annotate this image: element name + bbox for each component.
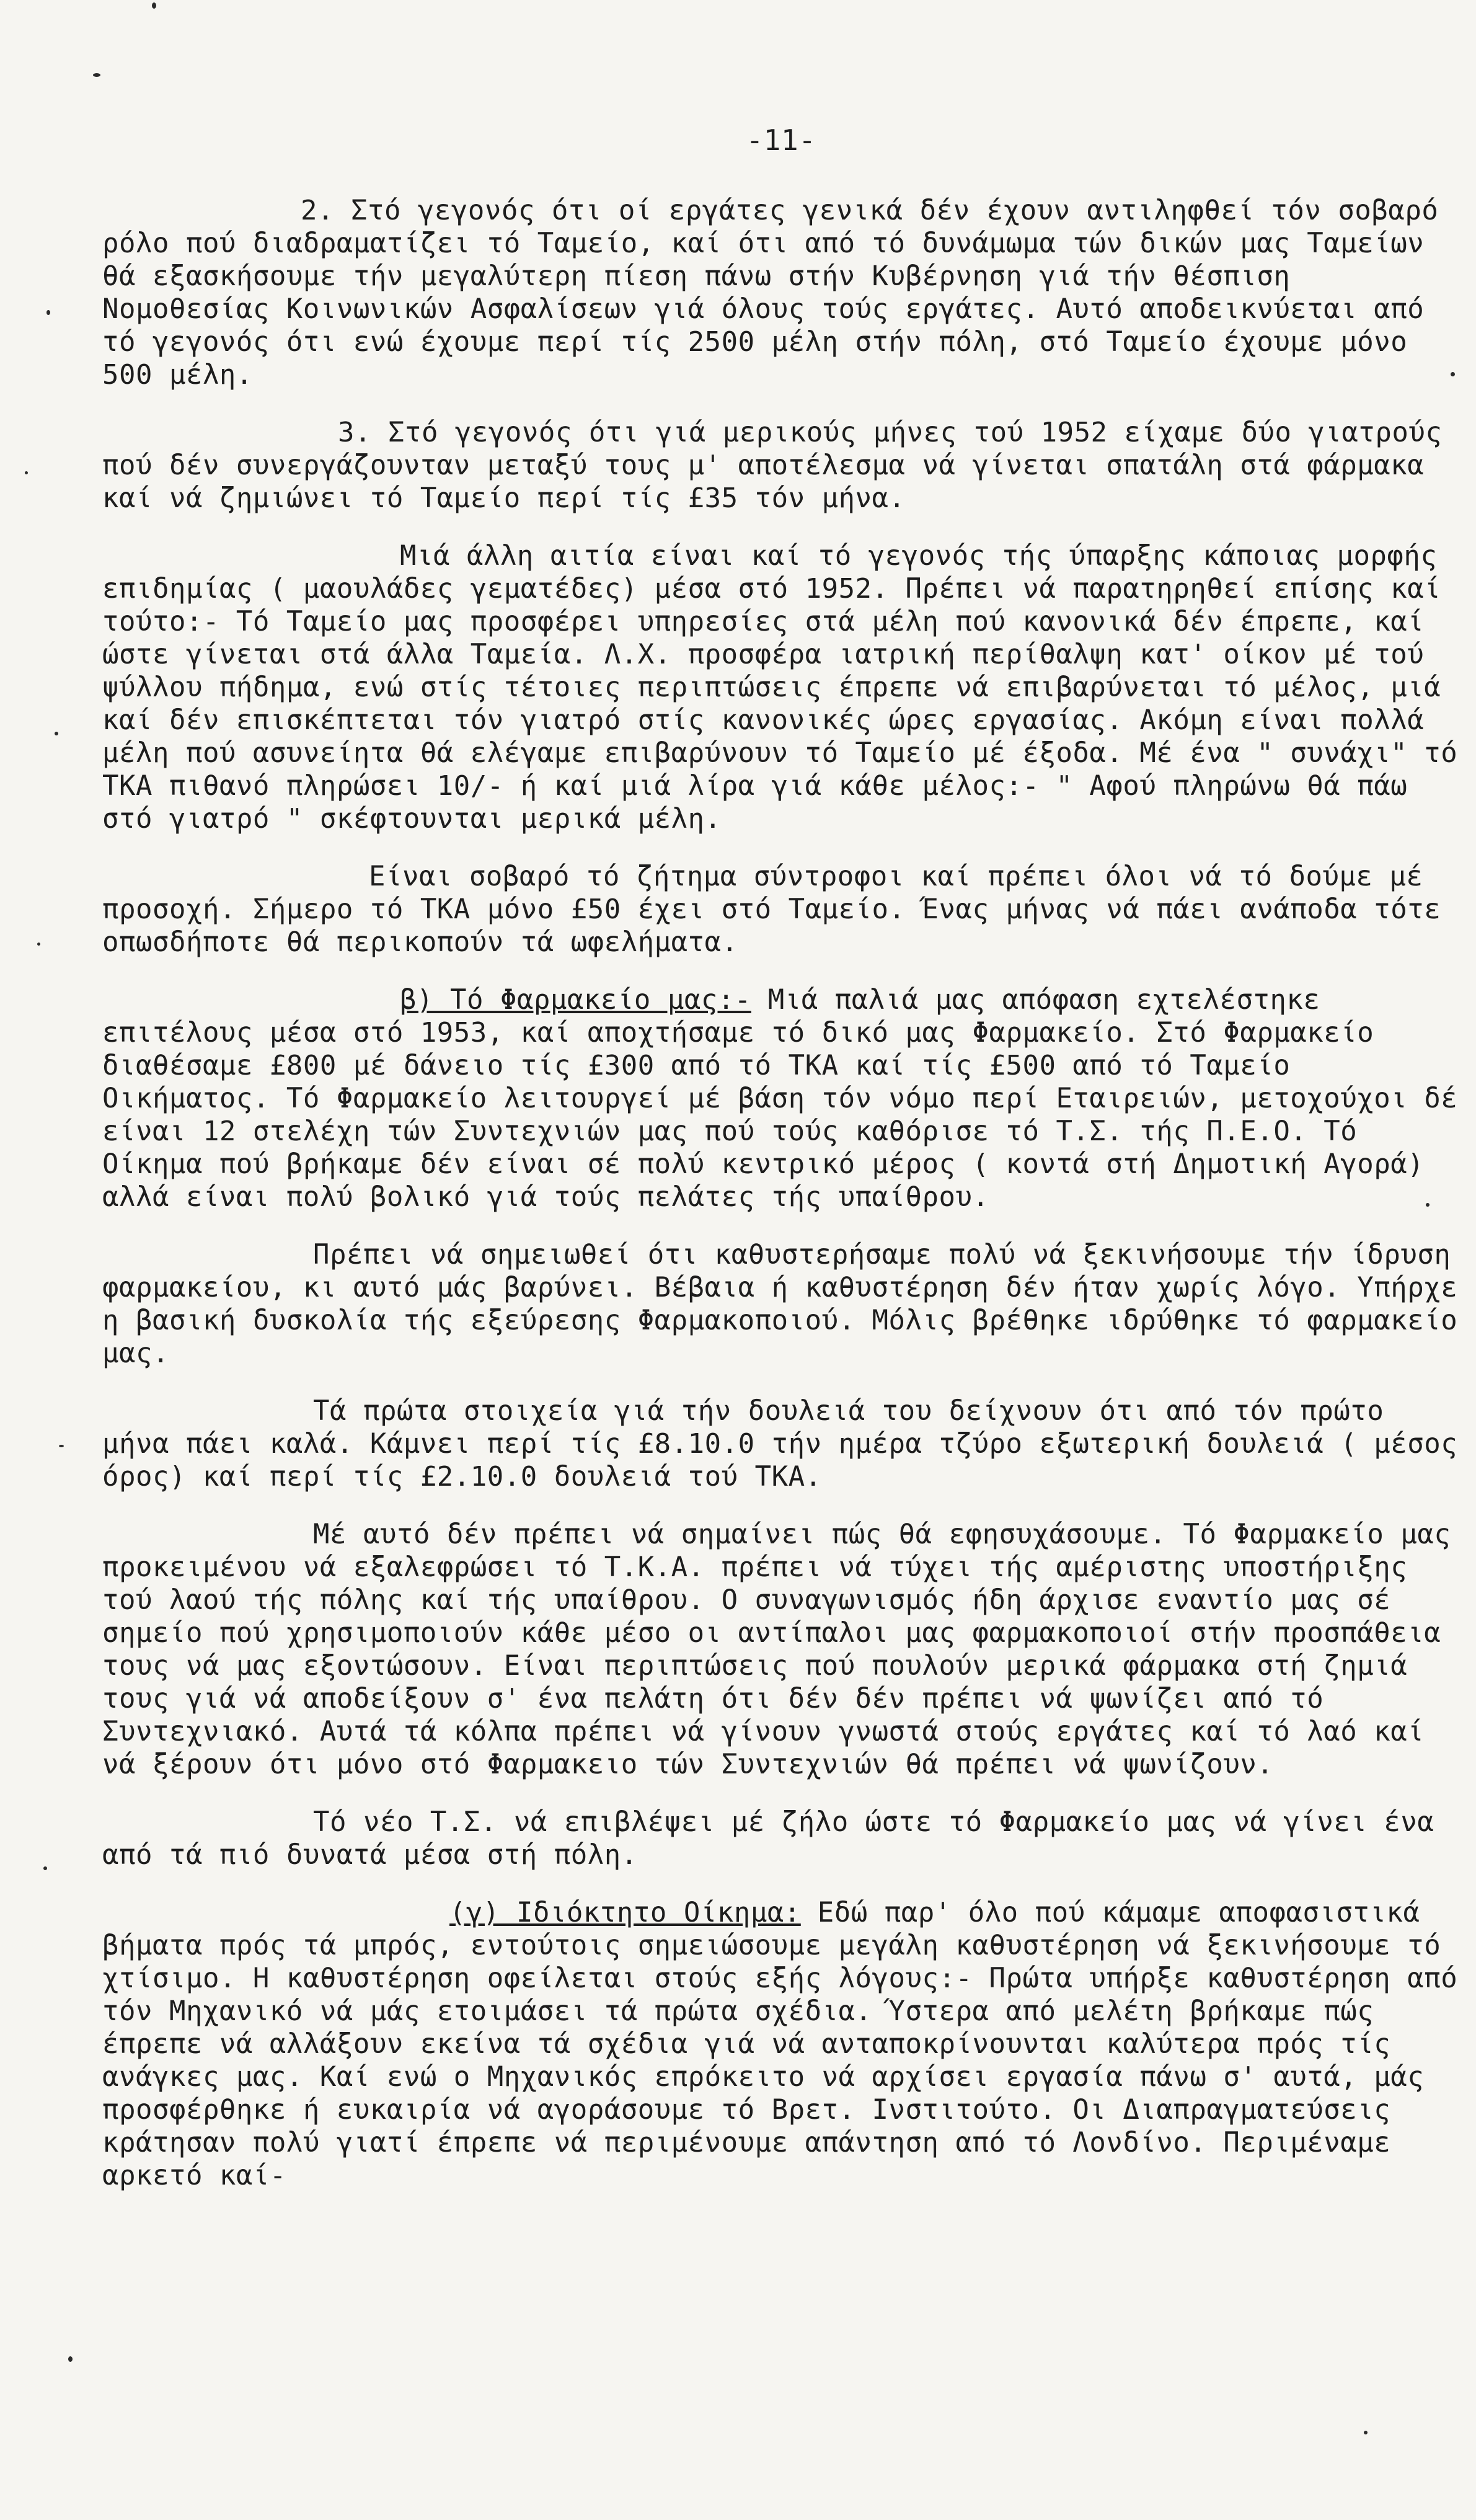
scan-speck: [59, 1445, 64, 1447]
paragraph-7: [102, 1395, 1460, 1493]
paragraph-building: [102, 1896, 1460, 2192]
paragraph-4-text: Είναι σοβαρό τό ζήτημα σύντροφοι καί πρέπει όλοι νά τό δούμε μέ προσοχή. Σήμερο τό ΤΚΑ μόνο £50 έχει στό Ταμείο. Ένας μήνας νά πάει ανάποδα τότε οπωσδήποτε θά περικοπούν τά ωφελήματα.: [102, 861, 1441, 958]
paragraph-9: [102, 1806, 1460, 1871]
paragraph-7-text: Τά πρώτα στοιχεία γιά τήν δουλειά του δείχνουν ότι από τόν πρώτο μήνα πάει καλά. Κάμνει περί τίς £8.10.0 τήν ημέρα τζύρο εξωτερική δουλειά ( μέσος όρος) καί περί τίς £2.10.0 δουλειά τού ΤΚΑ.: [102, 1395, 1458, 1493]
scan-speck: [25, 471, 28, 474]
paragraph-6: [102, 1238, 1460, 1370]
paragraph-4: [102, 860, 1460, 959]
scan-speck: [46, 310, 50, 315]
paragraph-8: [102, 1518, 1460, 1781]
paragraph-2-text: 3. Στό γεγονός ότι γιά μερικούς μήνες τού 1952 είχαμε δύο γιατρούς πού δέν συνεργάζουνταν μεταξύ τους μ' αποτέλεσμα νά γίνεται σπατάλη στά φάρμακα καί νά ζημιώνει τό Ταμείο περί τίς £35 τόν μήνα.: [102, 417, 1443, 514]
paragraph-3: [102, 539, 1460, 835]
scan-speck: [55, 732, 58, 735]
paragraph-6-text: Πρέπει νά σημειωθεί ότι καθυστερήσαμε πολύ νά ξεκινήσουμε τήν ίδρυση φαρμακείου, κι αυτό μάς βαρύνει. Βέβαια ή καθυστέρηση δέν ήταν χωρίς λόγο. Υπήρχε η βασική δυσκολία τής εξεύρεσης Φαρμακοποιού. Μόλις βρέθηκε ιδρύθηκε τό φαρμακείο μας.: [102, 1239, 1458, 1369]
scan-speck: [37, 943, 40, 946]
scan-speck: [152, 2, 156, 9]
paragraph-9-text: Τό νέο Τ.Σ. νά επιβλέψει μέ ζήλο ώστε τό Φαρμακείο μας νά γίνει ένα από τά πιό δυνατά μέσα στή πόλη.: [102, 1806, 1434, 1871]
paragraph-3-text: Μιά άλλη αιτία είναι καί τό γεγονός τής ύπαρξης κάποιας μορφής επιδημίας ( μαουλάδες γεματέδες) μέσα στό 1952. Πρέπει νά παρατηρηθεί επίσης καί τούτο:- Τό Ταμείο μας προσφέρει υπηρεσίες στά μέλη πού κανονικά δέν έπρεπε, καί ώστε γίνεται στά άλλα Ταμεία. Λ.Χ. προσφέρα ιατρική περίθαλψη κατ' οίκον μέ τού ψύλλου πήδημα, ενώ στίς τέτοιες περιπτώσεις έπρεπε νά επιβαρύνεται τό μέλος, μιά καί δέν επισκέπτεται τόν γιατρό στίς κανονικές ώρες εργασίας. Ακόμη είναι πολλά μέλη πού ασυνείητα θά ελέγαμε επιβαρύνουν τό Ταμείο μέ έξοδα. Μέ ένα " συνάχι" τό ΤΚΑ πιθανό πληρώσει 10/- ή καί μιά λίρα γιά κάθε μέλος:- " Αφού πληρώνω θά πάω στό γιατρό " σκέφτουνται μερικά μέλη.: [102, 540, 1458, 835]
paragraph-2: [102, 416, 1460, 515]
section-heading-building: (γ) Ιδιόκτητο Οίκημα:: [449, 1897, 801, 1928]
paragraph-1-text: 2. Στό γεγονός ότι οί εργάτες γενικά δέν έχουν αντιληφθεί τόν σοβαρό ρόλο πού διαδραματίζει τό Ταμείο, καί ότι από τό δυνάμωμα τών δικών μας Ταμείων θά εξασκήσουμε τήν μεγαλύτερη πίεση πάνω στήν Κυβέρνηση γιά τήν θέσπιση Νομοθεσίας Κοινωνικών Ασφαλίσεων γιά όλους τούς εργάτες. Αυτό αποδεικνύεται από τό γεγονός ότι ενώ έχουμε περί τίς 2500 μέλη στήν πόλη, στό Ταμείο έχουμε μόνο 500 μέλη.: [102, 195, 1439, 391]
paragraph-1: [102, 194, 1460, 391]
page-number: -11-: [746, 123, 816, 157]
document-body: [102, 124, 1460, 2468]
paragraph-pharmacy-text: Μιά παλιά μας απόφαση εχτελέστηκε επιτέλους μέσα στό 1953, καί αποχτήσαμε τό δικό μας Φαρμακείο. Στό Φαρμακείο διαθέσαμε £800 μέ δάνειο τίς £300 από τό ΤΚΑ καί τίς £500 από τό Ταμείο Οικήματος. Τό Φαρμακείο λειτουργεί μέ βάση τόν νόμο περί Εταιρειών, μετοχούχοι δέ είναι 12 στελέχη τών Συντεχνιών μας πού τούς καθόρισε τό Τ.Σ. τής Π.Ε.Ο. Τό Οίκημα πού βρήκαμε δέν είναι σέ πολύ κεντρικό μέρος ( κοντά στή Δημοτική Αγορά) αλλά είναι πολύ βολικό γιά τούς πελάτες τής υπαίθρου.: [102, 984, 1458, 1213]
paragraph-building-text: Εδώ παρ' όλο πού κάμαμε αποφασιστικά βήματα πρός τά μπρός, εντούτοις σημειώσουμε μεγάλη καθυστέρηση νά ξεκινήσουμε τό χτίσιμο. Η καθυστέρηση οφείλεται στούς εξής λόγους:- Πρώτα υπήρξε καθυστέρηση από τόν Μηχανικό νά μάς ετοιμάσει τά πρώτα σχέδια. Ύστερα από μελέτη βρήκαμε πώς έπρεπε νά αλλάξουν εκείνα τά σχέδια γιά νά ανταποκρίνουνται καλύτερα πρός τίς ανάγκες μας. Καί ενώ ο Μηχανικός επρόκειτο νά αρχίσει εργασία πάνω σ' αυτά, μάς προσφέρθηκε ή ευκαιρία νά αγοράσουμε τό Βρετ. Ινστιτούτο. Οι Διαπραγματεύσεις κράτησαν πολύ γιατί έπρεπε νά περιμένουμε απάντηση από τό Λονδίνο. Περιμέναμε αρκετό καί-: [102, 1897, 1458, 2191]
paragraph-pharmacy: [102, 983, 1460, 1213]
section-heading-pharmacy: β) Τό Φαρμακείο μας:-: [400, 984, 751, 1016]
scan-speck: [43, 1866, 47, 1870]
scan-speck: [93, 73, 100, 77]
scan-speck: [68, 2356, 73, 2362]
paragraph-8-text: Μέ αυτό δέν πρέπει νά σημαίνει πώς θά εφησυχάσουμε. Τό Φαρμακείο μας προκειμένου νά εξαλεφρώσει τό Τ.Κ.Α. πρέπει νά τύχει τής αμέριστης υποστήριξης τού λαού τής πόλης καί τής υπαίθρου. Ο συναγωνισμός ήδη άρχισε εναντίο μας σέ σημείο πού χρησιμοποιούν κάθε μέσο οι αντίπαλοι μας φαρμακοποιοί στήν προσπάθεια τους νά μας εξοντώσουν. Είναι περιπτώσεις πού πουλούν μερικά φάρμακα στή ζημιά τους γιά νά αποδείξουν σ' ένα πελάτη ότι δέν δέν πρέπει νά ψωνίζει από τό Συντεχνιακό. Αυτά τά κόλπα πρέπει νά γίνουν γνωστά στούς εργάτες καί τό λαό καί νά ξέρουν ότι μόνο στό Φαρμακειο τών Συντεχνιών θά πρέπει νά ψωνίζουν.: [102, 1519, 1451, 1780]
